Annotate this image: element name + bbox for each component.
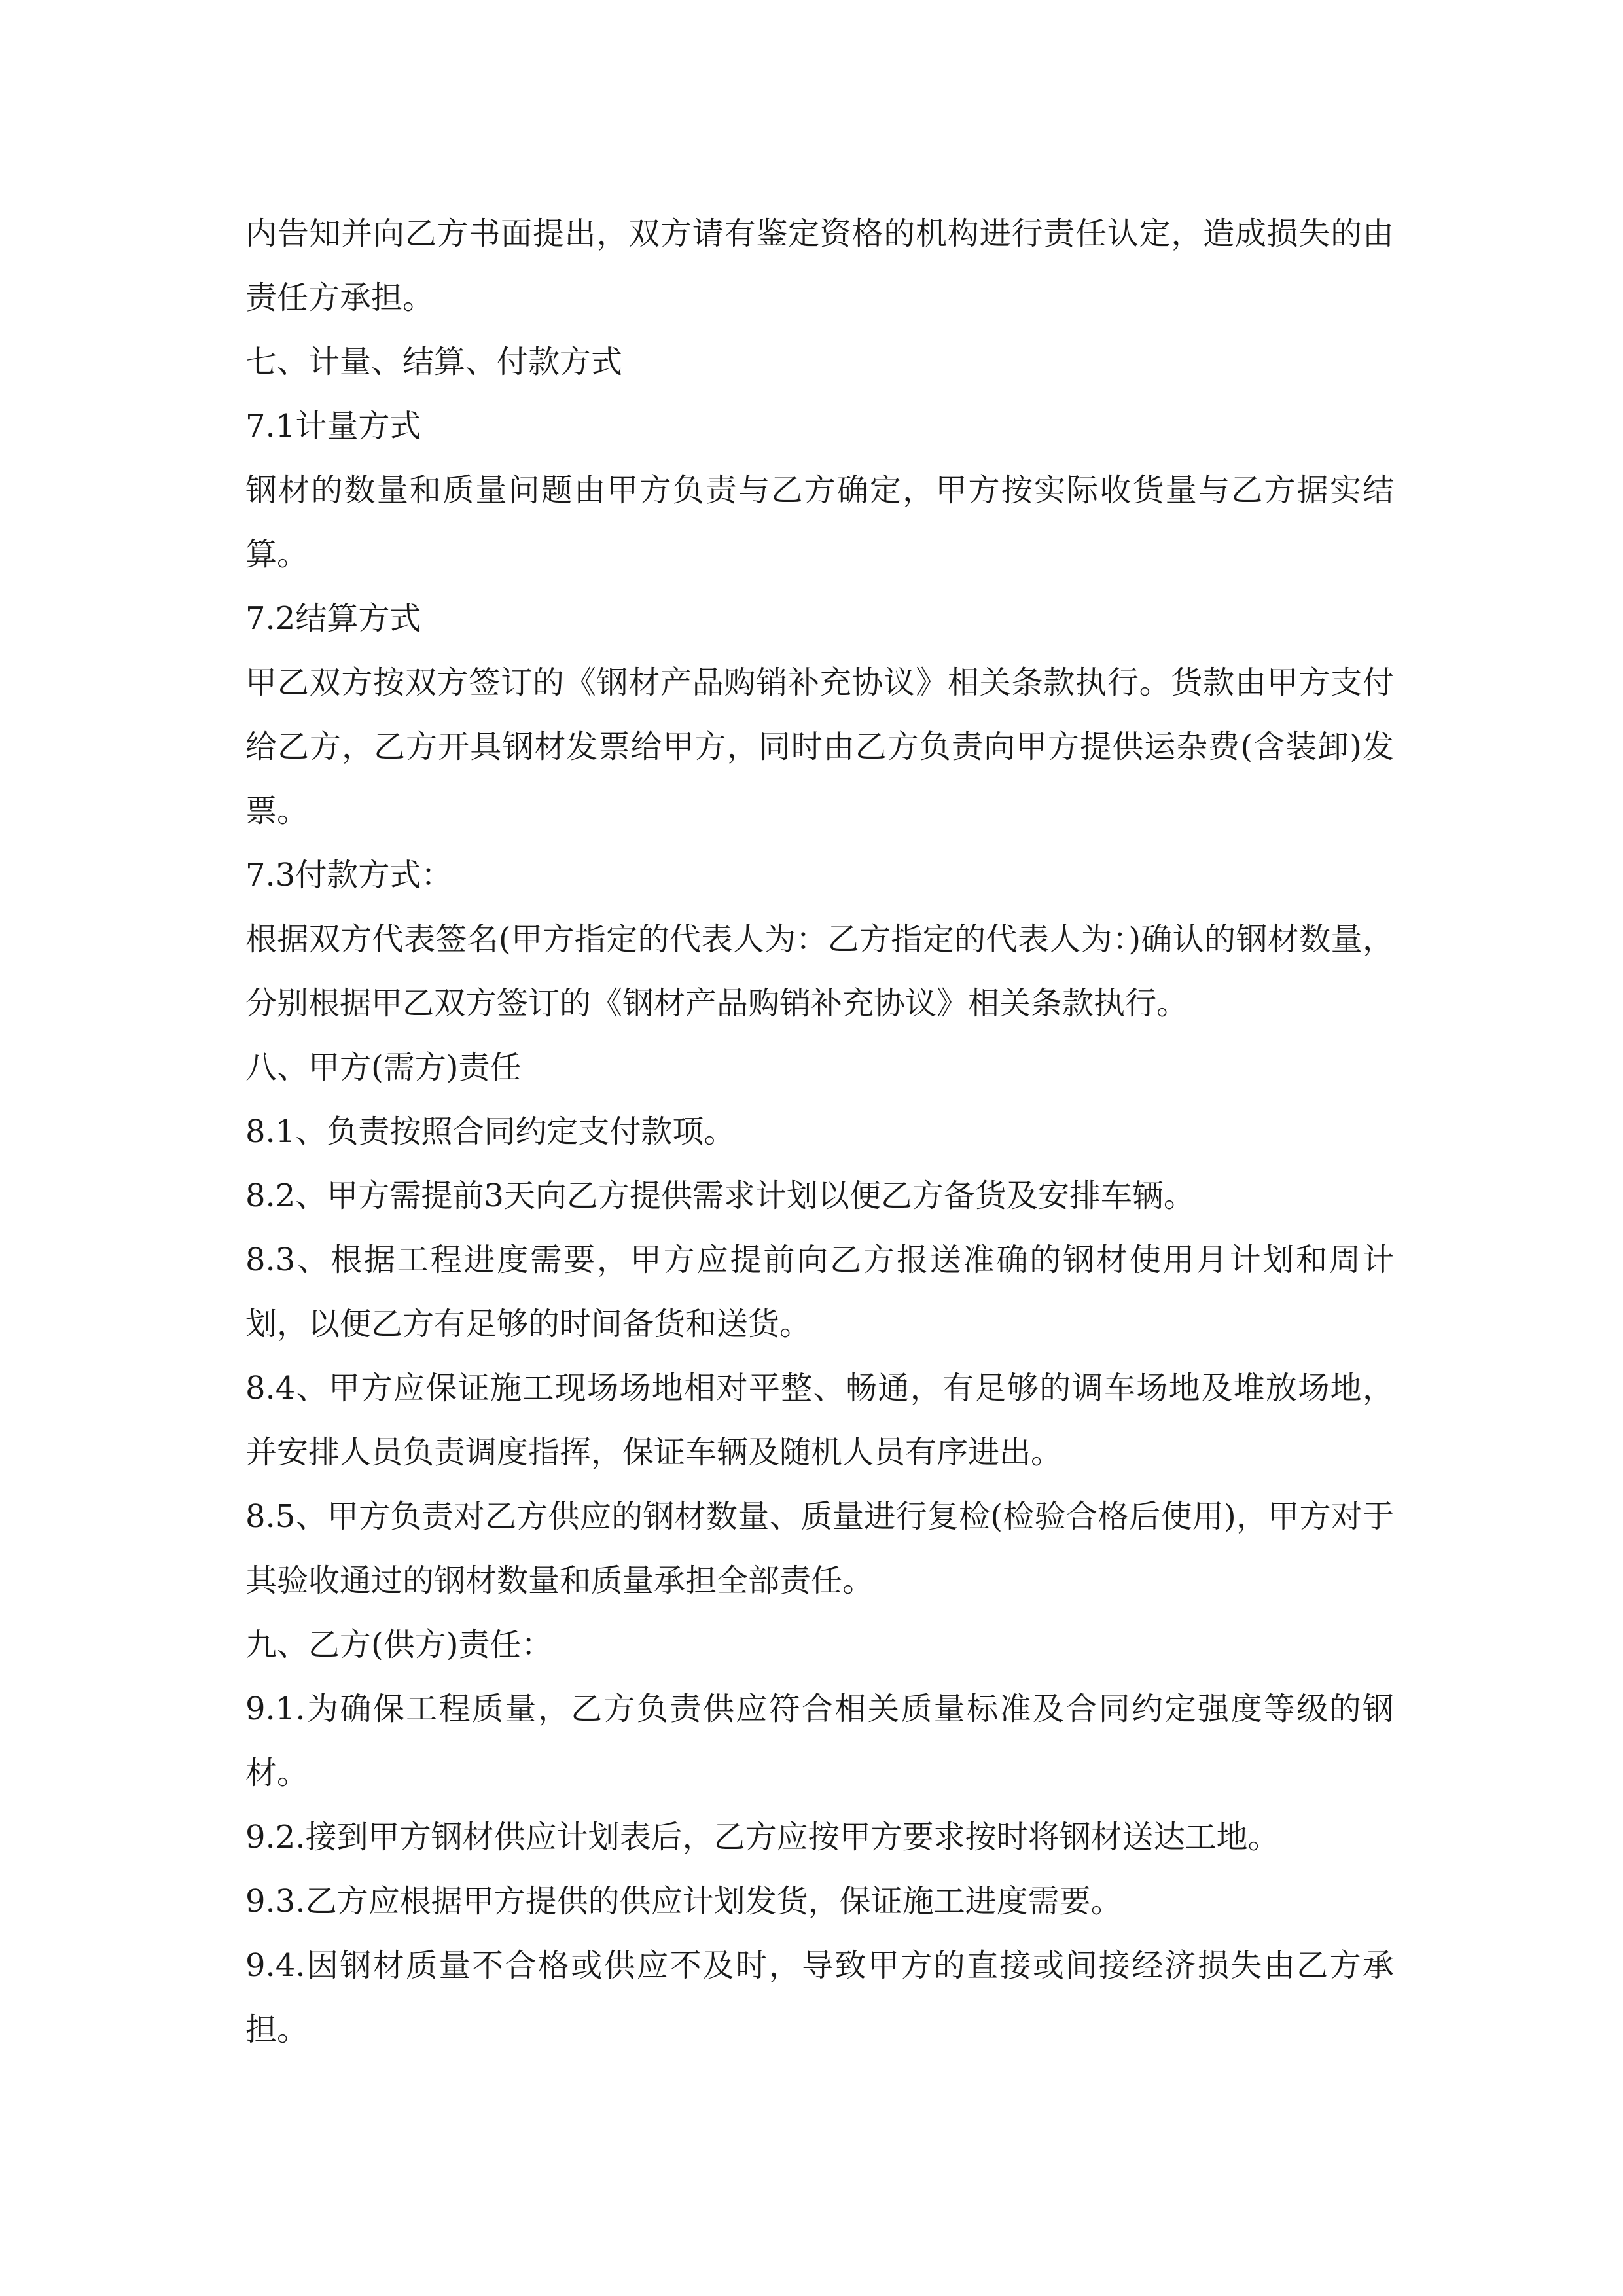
- subheading-7-2: 7.2结算方式: [245, 600, 421, 637]
- clause-9-3: 9.3.乙方应根据甲方提供的供应计划发货，保证施工进度需要。: [245, 1883, 1122, 1920]
- clause-8-1: 8.1、负责按照合同约定支付款项。: [245, 1113, 736, 1150]
- paragraph-7-3: 根据双方代表签名(甲方指定的代表人为：乙方指定的代表人为：)确认的钢材数量，分别根据甲乙双方签订的《钢材产品购销补充协议》相关条款执行。: [245, 921, 1394, 1022]
- document-body: [245, 202, 1394, 2062]
- clause-8-3: 8.3、根据工程进度需要，甲方应提前向乙方报送准确的钢材使用月计划和周计划，以便乙方有足够的时间备货和送货。: [245, 1242, 1394, 1342]
- subheading-7-3: 7.3付款方式：: [245, 857, 453, 893]
- section-heading-8: 八、甲方(需方)责任: [245, 1049, 522, 1086]
- subheading-7-1: 7.1计量方式: [245, 408, 421, 444]
- clause-8-2: 8.2、甲方需提前3天向乙方提供需求计划以便乙方备货及安排车辆。: [245, 1177, 1195, 1214]
- paragraph-7-2: 甲乙双方按双方签订的《钢材产品购销补充协议》相关条款执行。货款由甲方支付给乙方，乙方开具钢材发票给甲方，同时由乙方负责向甲方提供运杂费(含装卸)发票。: [245, 664, 1394, 829]
- section-heading-9: 九、乙方(供方)责任：: [245, 1626, 553, 1663]
- paragraph-7-1: 钢材的数量和质量问题由甲方负责与乙方确定，甲方按实际收货量与乙方据实结算。: [245, 472, 1394, 573]
- clause-9-2: 9.2.接到甲方钢材供应计划表后，乙方应按甲方要求按时将钢材送达工地。: [245, 1819, 1279, 1856]
- clause-8-4: 8.4、甲方应保证施工现场场地相对平整、畅通，有足够的调车场地及堆放场地，并安排人员负责调度指挥，保证车辆及随机人员有序进出。: [245, 1370, 1394, 1471]
- section-heading-7: 七、计量、结算、付款方式: [245, 344, 623, 380]
- paragraph-continuation: 内告知并向乙方书面提出，双方请有鉴定资格的机构进行责任认定，造成损失的由责任方承担。: [245, 215, 1394, 316]
- clause-8-5: 8.5、甲方负责对乙方供应的钢材数量、质量进行复检(检验合格后使用)，甲方对于其验收通过的钢材数量和质量承担全部责任。: [245, 1498, 1394, 1599]
- clause-9-1: 9.1.为确保工程质量，乙方负责供应符合相关质量标准及合同约定强度等级的钢材。: [245, 1691, 1394, 1791]
- clause-9-4: 9.4.因钢材质量不合格或供应不及时，导致甲方的直接或间接经济损失由乙方承担。: [245, 1947, 1394, 2048]
